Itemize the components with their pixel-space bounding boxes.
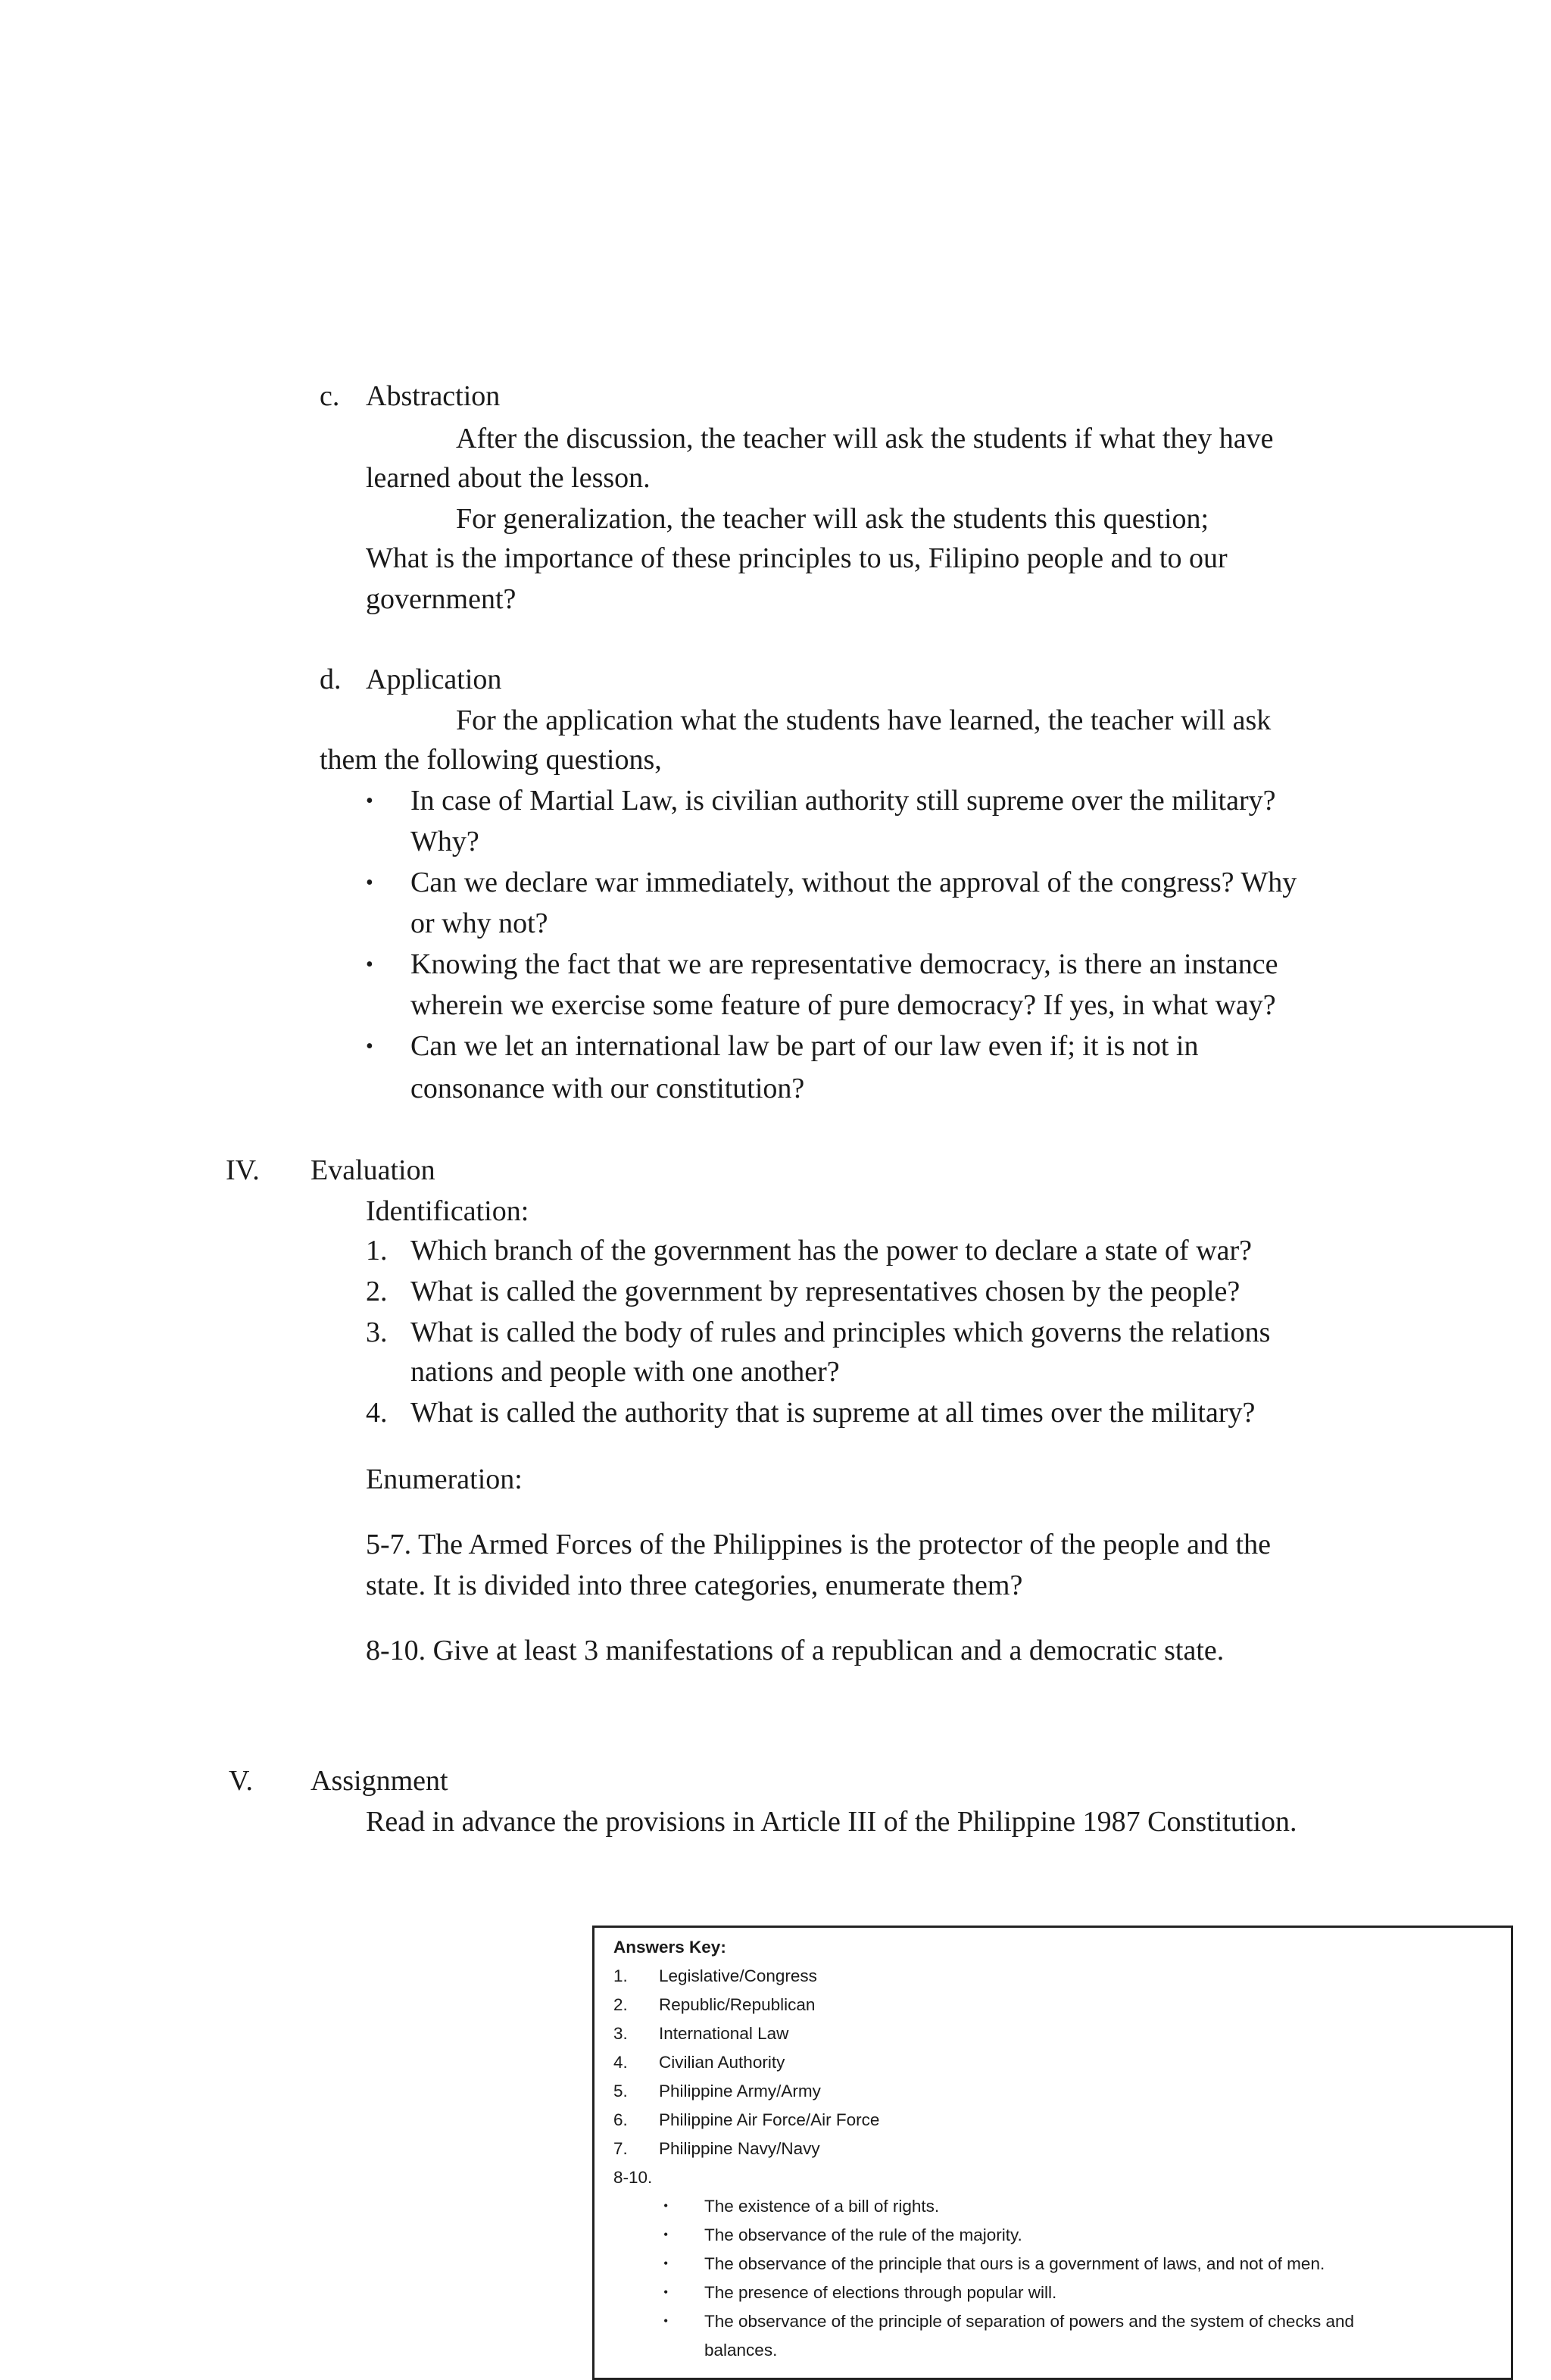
application-question: Knowing the fact that we are representative democracy, is there an instance [410,948,1278,980]
application-heading: Application [366,664,502,695]
bullet-dot-icon: • [366,953,373,976]
evaluation-item-number: 1. [366,1235,388,1267]
answer-range-label: 8-10. [613,2168,653,2187]
evaluation-numeral: IV. [226,1154,260,1186]
application-question: consonance with our constitution? [410,1073,805,1104]
abstraction-line: government? [366,583,516,615]
bullet-dot-icon: • [663,2285,669,2300]
answer-text: International Law [659,2024,789,2043]
answer-bullet: The presence of elections through popular will. [704,2283,1057,2302]
bullet-dot-icon: • [663,2227,669,2242]
answer-text: Civilian Authority [659,2053,785,2072]
enumeration-item: 5-7. The Armed Forces of the Philippines is the protector of the people and the [366,1529,1271,1560]
evaluation-item: What is called the government by representatives chosen by the people? [410,1276,1240,1307]
identification-label: Identification: [366,1195,529,1227]
answer-number: 4. [613,2053,628,2072]
application-intro: them the following questions, [320,744,662,776]
abstraction-letter: c. [320,380,340,412]
evaluation-item: nations and people with one another? [410,1356,840,1388]
answer-text: Philippine Air Force/Air Force [659,2110,880,2129]
bullet-dot-icon: • [663,2313,669,2328]
answer-bullet: The observance of the principle of separation of powers and the system of checks and [704,2312,1354,2331]
answer-text: Republic/Republican [659,1995,816,2014]
answer-text: Legislative/Congress [659,1966,817,1985]
application-question: In case of Martial Law, is civilian authority still supreme over the military? [410,785,1276,817]
answer-bullet: balances. [704,2341,778,2360]
evaluation-item-number: 4. [366,1397,388,1429]
bullet-dot-icon: • [366,789,373,813]
bullet-dot-icon: • [366,1035,373,1058]
enumeration-item: 8-10. Give at least 3 manifestations of a republican and a democratic state. [366,1635,1225,1666]
enumeration-label: Enumeration: [366,1463,523,1495]
answer-number: 1. [613,1966,628,1985]
answer-text: Philippine Army/Army [659,2082,821,2100]
application-question: Can we declare war immediately, without the approval of the congress? Why [410,867,1297,898]
application-question: or why not? [410,907,548,939]
bullet-dot-icon: • [663,2256,669,2271]
assignment-numeral: V. [229,1765,254,1797]
abstraction-line: learned about the lesson. [366,462,651,494]
abstraction-line: After the discussion, the teacher will ask the students if what they have [456,423,1274,454]
enumeration-item: state. It is divided into three categories, enumerate them? [366,1569,1023,1601]
assignment-heading: Assignment [311,1765,448,1797]
abstraction-line: What is the importance of these principles to us, Filipino people and to our [366,542,1228,574]
abstraction-line: For generalization, the teacher will ask the students this question; [456,503,1209,535]
answer-number: 3. [613,2024,628,2043]
evaluation-item: Which branch of the government has the power to declare a state of war? [410,1235,1253,1267]
evaluation-heading: Evaluation [311,1154,435,1186]
answer-bullet: The existence of a bill of rights. [704,2197,940,2216]
application-intro: For the application what the students have learned, the teacher will ask [456,704,1272,736]
answer-number: 6. [613,2110,628,2129]
evaluation-item-number: 2. [366,1276,388,1307]
bullet-dot-icon: • [366,871,373,895]
assignment-text: Read in advance the provisions in Article III of the Philippine 1987 Constitution. [366,1806,1297,1838]
application-question: Can we let an international law be part of our law even if; it is not in [410,1030,1199,1062]
application-question: Why? [410,826,479,857]
answer-text: Philippine Navy/Navy [659,2139,820,2158]
evaluation-item: What is called the body of rules and principles which governs the relations [410,1316,1271,1348]
answer-bullet: The observance of the rule of the majority. [704,2225,1022,2244]
evaluation-item: What is called the authority that is supreme at all times over the military? [410,1397,1256,1429]
bullet-dot-icon: • [663,2198,669,2213]
evaluation-item-number: 3. [366,1316,388,1348]
answer-key-title: Answers Key: [613,1938,726,1957]
application-question: wherein we exercise some feature of pure democracy? If yes, in what way? [410,989,1276,1021]
answer-number: 5. [613,2082,628,2100]
answer-bullet: The observance of the principle that ours is a government of laws, and not of men. [704,2254,1325,2273]
abstraction-heading: Abstraction [366,380,501,412]
answer-number: 2. [613,1995,628,2014]
application-letter: d. [320,664,342,695]
answer-number: 7. [613,2139,628,2158]
